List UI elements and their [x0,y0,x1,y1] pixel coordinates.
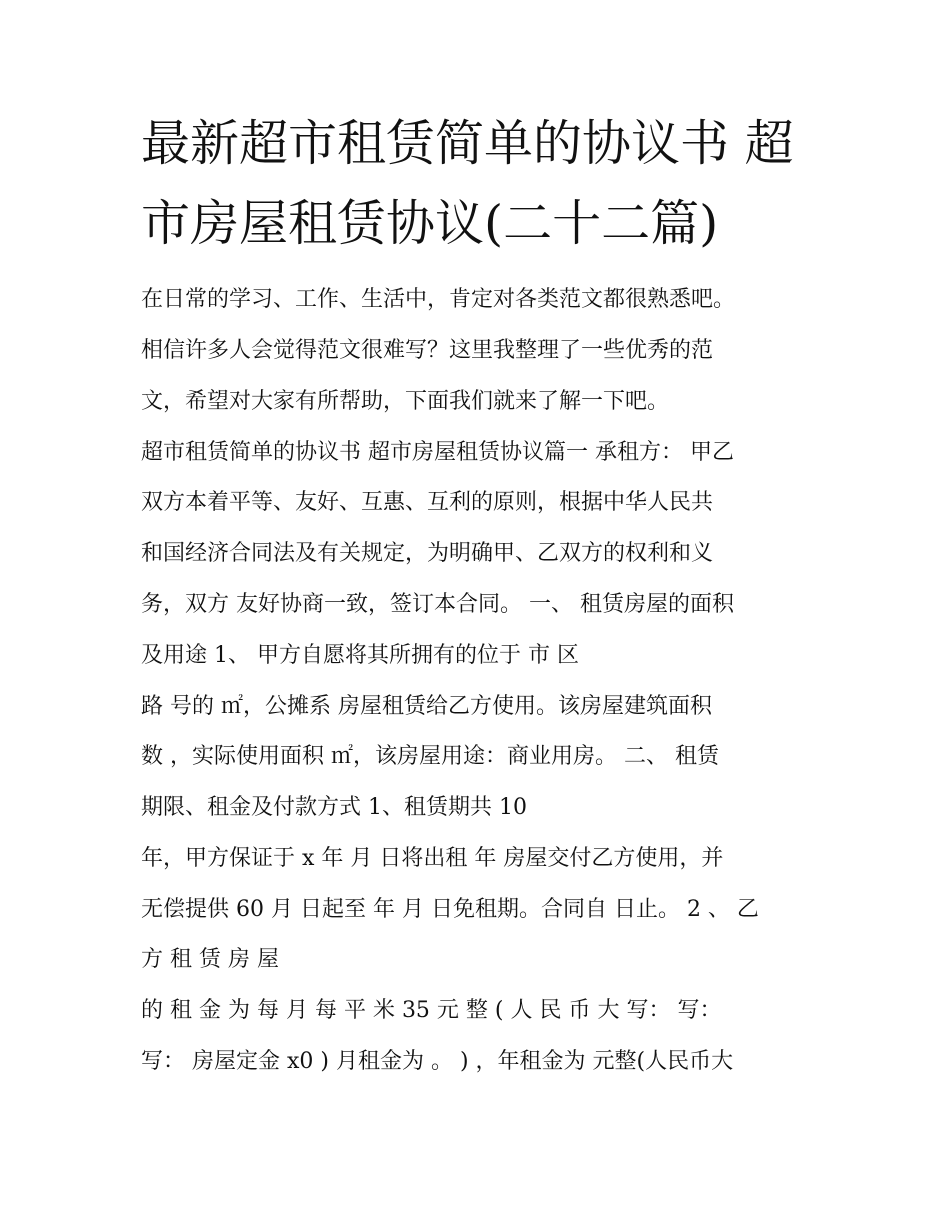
document-title-line-2: 市房屋租赁协议(二十二篇) [141,195,719,252]
body-line-4: 超市租赁简单的协议书 超市房屋租赁协议篇一 承租方： 甲乙 [141,440,734,465]
body-line-5: 双方本着平等、友好、互惠、互利的原则，根据中华人民共 [141,490,714,515]
body-line-6: 和国经济合同法及有关规定，为明确甲、乙双方的权利和义 [141,541,714,566]
body-line-2: 相信许多人会觉得范文很难写？这里我整理了一些优秀的范 [141,338,714,363]
body-line-8: 及用途 1、 甲方自愿将其所拥有的位于 市 区 [141,643,579,668]
body-line-16: 写： 房屋定金 x0 ) 月租金为 。 ) ，年租金为 元整(人民币大 [141,1049,734,1074]
body-line-11: 期限、租金及付款方式 1、租赁期共 10 [141,795,527,820]
document-title-line-1: 最新超市租赁简单的协议书 超 [141,115,794,172]
body-line-14: 方 租 赁 房 屋 [141,947,279,972]
body-line-1: 在日常的学习、工作、生活中，肯定对各类范文都很熟悉吧。 [141,287,736,312]
body-line-3: 文，希望对大家有所帮助，下面我们就来了解一下吧。 [141,389,670,414]
body-line-10: 数 ，实际使用面积 ㎡，该房屋用途：商业用房。 二、 租赁 [141,744,719,769]
body-line-9: 路 号的 ㎡，公摊系 房屋租赁给乙方使用。该房屋建筑面积 [141,694,712,719]
body-line-15: 的 租 金 为 每 月 每 平 米 35 元 整 ( 人 民 币 大 写： 写： [141,998,722,1023]
body-line-7: 务，双方 友好协商一致，签订本合同。 一、 租赁房屋的面积 [141,592,734,617]
body-line-13: 无偿提供 60 月 日起至 年 月 日免租期。合同自 日止。 2 、 乙 [141,897,759,922]
body-line-12: 年，甲方保证于 x 年 月 日将出租 年 房屋交付乙方使用，并 [141,846,724,871]
